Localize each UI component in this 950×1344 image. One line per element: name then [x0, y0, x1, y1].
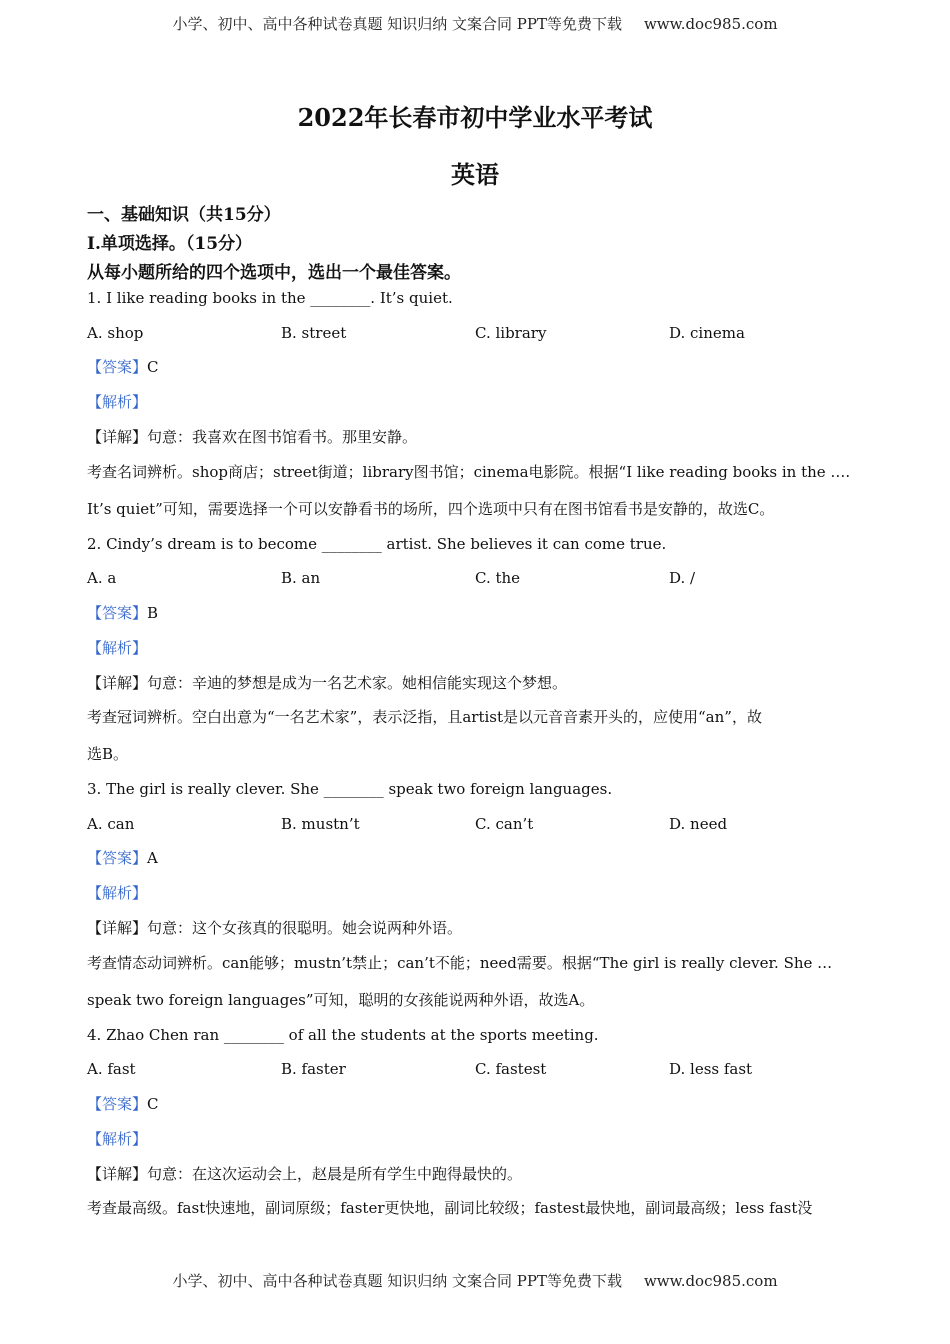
question-4-analysis-label: 【解析】: [87, 1130, 148, 1148]
question-2-answer: [87, 603, 158, 623]
question-3-detail: [87, 918, 462, 938]
question-1-explanation-2: It’s quiet”可知，需要选择一个可以安静看书的场所，四个选项中只有在图书馆看书是安静的，故选C。: [87, 500, 775, 518]
question-4-answer: [87, 1094, 159, 1114]
footer-text: 小学、初中、高中各种试卷真题 知识归纳 文案合同 PPT等免费下载: [172, 1272, 622, 1290]
question-4-stem: 4. Zhao Chen ran ________ of all the students at the sports meeting.: [87, 1026, 599, 1044]
header-text: 小学、初中、高中各种试卷真题 知识归纳 文案合同 PPT等免费下载: [172, 15, 622, 33]
question-1-option-d: D. cinema: [669, 324, 745, 342]
question-3-option-b: B. mustn’t: [281, 815, 360, 833]
question-2-analysis-label: 【解析】: [87, 639, 148, 657]
detail-text: 句意：在这次运动会上，赵晨是所有学生中跑得最快的。: [147, 1165, 523, 1183]
question-4-option-c: C. fastest: [475, 1060, 547, 1078]
question-3-explanation-1: 考查情态动词辨析。can能够；mustn’t禁止；can’t不能；need需要。根据“The girl is really clever. She …: [87, 954, 833, 972]
answer-label: 【答案】: [87, 1095, 148, 1113]
question-1-explanation-1: 考查名词辨析。shop商店；street街道；library图书馆；cinema电影院。根据“I like reading books in the ….: [87, 463, 851, 481]
instruction: 从每小题所给的四个选项中，选出一个最佳答案。: [87, 263, 461, 283]
question-1-analysis-label: 【解析】: [87, 393, 148, 411]
question-4-option-b: B. faster: [281, 1060, 346, 1078]
detail-text: 句意：这个女孩真的很聪明。她会说两种外语。: [147, 919, 463, 937]
question-3-explanation-2: speak two foreign languages”可知，聪明的女孩能说两种外语，故选A。: [87, 991, 595, 1009]
answer-value: A: [147, 849, 158, 867]
footer-url[interactable]: www.doc985.com: [643, 1272, 778, 1290]
question-3-option-d: D. need: [669, 815, 728, 833]
detail-label: 【详解】: [87, 919, 148, 937]
question-1-answer: [87, 357, 159, 377]
question-1-stem: 1. I like reading books in the ________. It’s quiet.: [87, 289, 453, 307]
exam-subject: 英语: [451, 160, 499, 189]
question-2-option-a: A. a: [87, 569, 117, 587]
detail-label: 【详解】: [87, 1165, 148, 1183]
answer-value: B: [147, 604, 159, 622]
question-1-detail: [87, 427, 417, 447]
question-2-detail: [87, 673, 567, 693]
detail-text: 句意：辛迪的梦想是成为一名艺术家。她相信能实现这个梦想。: [147, 674, 568, 692]
question-4-option-d: D. less fast: [669, 1060, 753, 1078]
detail-label: 【详解】: [87, 428, 148, 446]
answer-label: 【答案】: [87, 358, 148, 376]
question-1-option-c: C. library: [475, 324, 547, 342]
detail-label: 【详解】: [87, 674, 148, 692]
question-2-option-d: D. /: [669, 569, 696, 587]
question-2-explanation-2: 选B。: [87, 745, 129, 763]
answer-value: C: [147, 1095, 159, 1113]
question-4-explanation-1: 考查最高级。fast快速地，副词原级；faster更快地，副词比较级；fastest最快地，副词最高级；less fast没: [87, 1199, 813, 1217]
header-url[interactable]: www.doc985.com: [643, 15, 778, 33]
question-3-answer: [87, 848, 158, 868]
answer-label: 【答案】: [87, 604, 148, 622]
question-2-stem: 2. Cindy’s dream is to become ________ artist. She believes it can come true.: [87, 535, 667, 553]
question-4-option-a: A. fast: [87, 1060, 136, 1078]
answer-value: C: [147, 358, 159, 376]
question-2-option-b: B. an: [281, 569, 321, 587]
question-4-detail: [87, 1164, 522, 1184]
question-3-option-c: C. can’t: [475, 815, 534, 833]
part-heading: Ⅰ.单项选择。（15分）: [87, 234, 253, 254]
question-1-option-a: A. shop: [87, 324, 144, 342]
section-heading: 一、基础知识（共15分）: [87, 205, 281, 225]
question-2-explanation-1: 考查冠词辨析。空白出意为“一名艺术家”，表示泛指，且artist是以元音音素开头的，应使用“an”，故: [87, 708, 762, 726]
question-1-option-b: B. street: [281, 324, 347, 342]
question-3-stem: 3. The girl is really clever. She ________ speak two foreign languages.: [87, 780, 613, 798]
page-header: [0, 13, 950, 34]
exam-title: 2022年长春市初中学业水平考试: [297, 103, 653, 132]
question-3-analysis-label: 【解析】: [87, 884, 148, 902]
page-footer: [0, 1270, 950, 1291]
question-2-option-c: C. the: [475, 569, 521, 587]
detail-text: 句意：我喜欢在图书馆看书。那里安静。: [147, 428, 418, 446]
answer-label: 【答案】: [87, 849, 148, 867]
question-3-option-a: A. can: [87, 815, 135, 833]
